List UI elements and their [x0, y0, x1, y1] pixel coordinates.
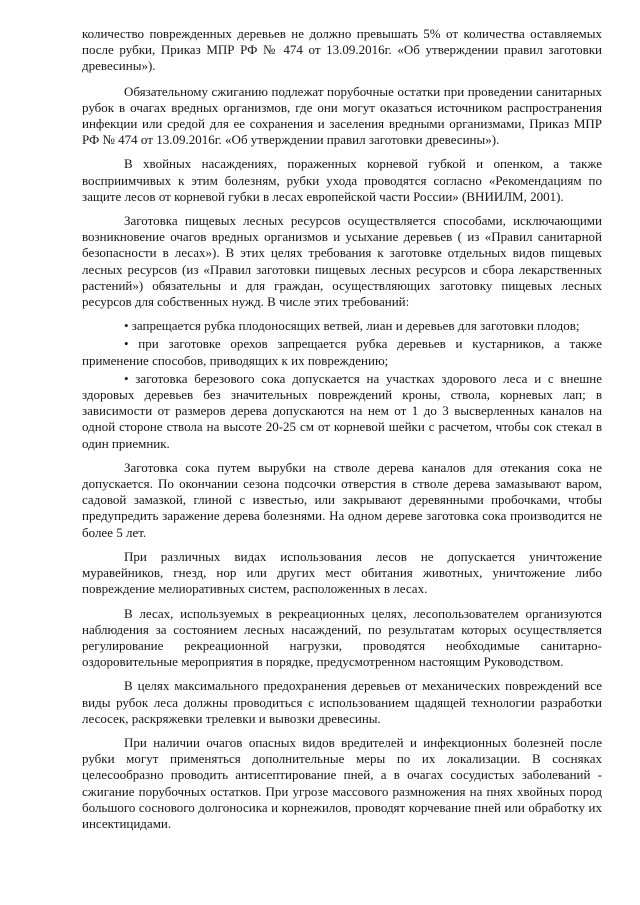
paragraph: В хвойных насаждениях, пораженных корневой губкой и опенком, а также восприимчивых к этим болезням, рубки ухода проводятся согласно «Рекомендациям по защите лесов от корневой губки в лесах европейской части России» (ВНИИЛМ, 2001).	[82, 156, 602, 204]
bullet-item: • запрещается рубка плодоносящих ветвей, лиан и деревьев для заготовки плодов;	[124, 318, 580, 334]
paragraph: В лесах, используемых в рекреационных целях, лесопользователем организуются наблюдения за состоянием лесных насаждений, по результатам которых осуществляется регулирование рекреационной нагрузки, проводятся необходимые санитарно-оздоровительные мероприятия в порядке, предусмотренном настоящим Руководством.	[82, 605, 602, 670]
paragraph: При наличии очагов опасных видов вредителей и инфекционных болезней после рубки могут применяться дополнительные меры по их локализации. В сосняках целесообразно проводить антисептирование пней, а в очагах сосудистых заболеваний - сжигание порубочных остатков. При угрозе массового размножения на пнях хвойных пород большого соснового долгоносика и корнежилов, проводят корчевание пней или обработку их инсектицидами.	[82, 734, 602, 831]
paragraph: В целях максимального предохранения деревьев от механических повреждений все виды рубок леса должны проводиться с использованием щадящей технологии разработки лесосек, раскряжевки трелевки и вывозки древесины.	[82, 678, 602, 726]
bullet-item: • заготовка березового сока допускается на участках здорового леса и с внешне здоровых деревьев без значительных повреждений кроны, ствола, корневых лап; в зависимости от размеров дерева допускаются на нем от 1 до 3 высверленных каналов на одной стороне ствола на высоте 20-25 см от корневой шейки с расчетом, чтобы сок стекал в один приемник.	[82, 370, 602, 451]
paragraph: Обязательному сжиганию подлежат порубочные остатки при проведении санитарных рубок в очагах вредных организмов, где они могут оказаться источником распространения инфекции или средой для ее сохранения и заселения вредными организмами, Приказ МПР РФ № 474 от 13.09.2016г. «Об утверждении правил заготовки древесины»).	[82, 83, 602, 148]
paragraph: При различных видах использования лесов не допускается уничтожение муравейников, гнезд, нор или других мест обитания животных, уничтожение либо повреждение мелиоративных систем, расположенных в лесах.	[82, 548, 602, 597]
paragraph: количество поврежденных деревьев не должно превышать 5% от количества оставляемых после рубки, Приказ МПР РФ № 474 от 13.09.2016г. «Об утверждении правил заготовки древесины»).	[82, 26, 602, 74]
paragraph: Заготовка пищевых лесных ресурсов осуществляется способами, исключающими возникновение очагов вредных организмов и усыхание деревьев ( из «Правил санитарной безопасности в лесах»). В этих целях требования к заготовке отдельных видов пищевых лесных ресурсов (из «Правил заготовки пищевых лесных ресурсов и сбора лекарственных растений») обязательны и для граждан, осуществляющих заготовку пищевых лесных ресурсов для собственных нужд. В числе этих требований:	[82, 213, 602, 310]
bullet-item: • при заготовке орехов запрещается рубка деревьев и кустарников, а также применение способов, приводящих к их повреждению;	[82, 336, 602, 368]
document-body	[82, 26, 602, 832]
paragraph: Заготовка сока путем вырубки на стволе дерева каналов для отекания сока не допускается. По окончании сезона подсочки отверстия в стволе дерева замазывают варом, садовой замазкой, глиной с известью, или закрывают деревянными пробочками, чтобы предупредить заражение дерева болезнями. На одном дереве заготовка сока производится не более 5 лет.	[82, 459, 602, 540]
